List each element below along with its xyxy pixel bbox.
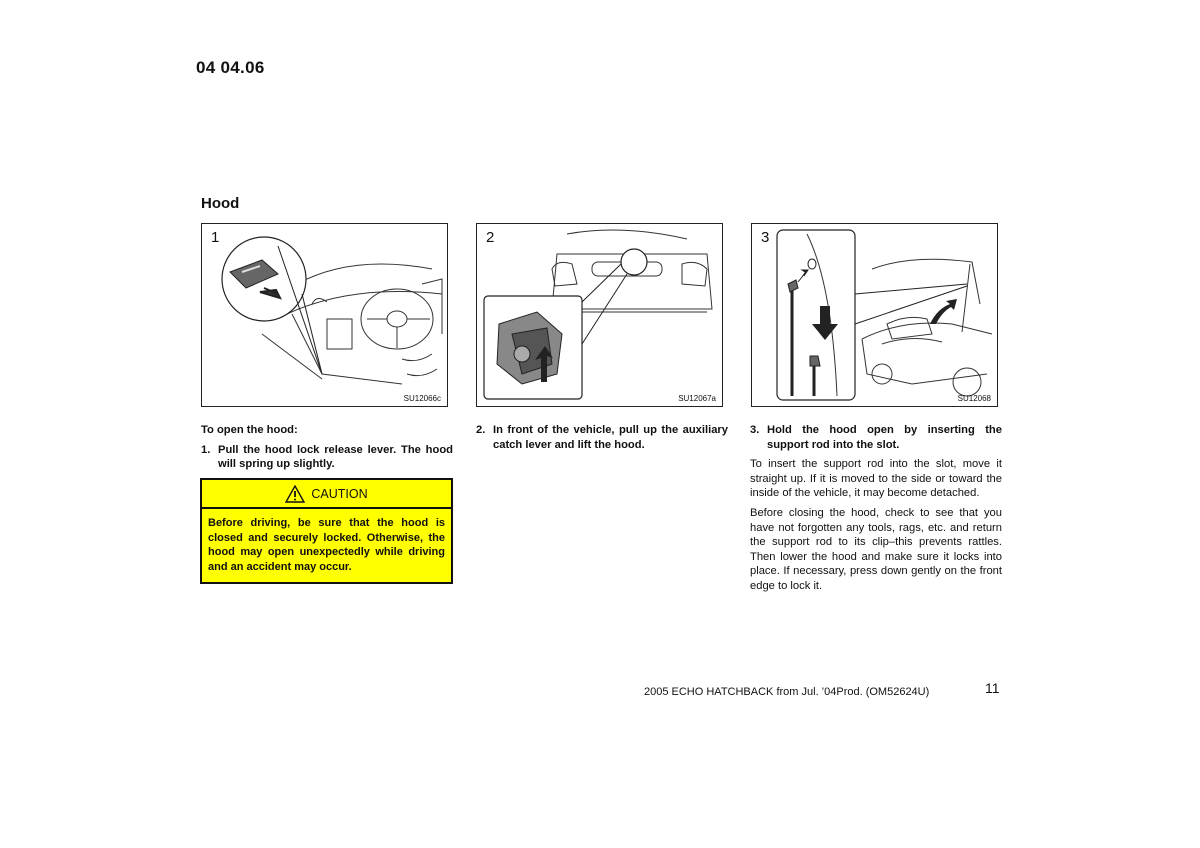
paragraph-closing-hood: Before closing the hood, check to see that you have not forgotten any tools, rags, etc. and return the support rod to its clip–this prevents rattles. Then lower the hood and make sure it locks into place. If necessary, press down gently on the front edge to lock it. [750,506,1002,592]
figure-code: SU12068 [957,394,991,403]
figure-number: 1 [211,229,220,246]
caution-header [202,480,451,509]
step-1 [201,443,453,472]
step-number: 1. [201,443,211,456]
dashboard-illustration [202,224,447,406]
figure-number: 2 [486,229,495,246]
column-1 [201,423,453,472]
figure-code: SU12066c [403,394,441,403]
caution-title: CAUTION [311,486,368,501]
footer-model-text: 2005 ECHO HATCHBACK from Jul. ’04Prod. (OM52624U) [644,686,930,698]
column-3 [750,423,1002,594]
paragraph-insert-rod: To insert the support rod into the slot, move it straight up. If it is moved to the side or toward the inside of the vehicle, it may become detached. [750,458,1002,500]
raise-hood-arrow-icon [930,299,957,324]
column-2 [476,423,728,452]
step-text: In front of the vehicle, pull up the auxiliary catch lever and lift the hood. [493,424,728,451]
figure-number: 3 [761,229,770,246]
figure-code: SU12067a [678,394,716,403]
step-number: 2. [476,424,486,436]
figure-3 [751,223,998,407]
caution-text: Before driving, be sure that the hood is closed and securely locked. Otherwise, the hood may open unexpectedly while driving and an accident may occur. [208,517,445,573]
step-text: Pull the hood lock release lever. The hood will spring up slightly. [218,443,453,471]
step-number: 3. [750,424,760,436]
warning-triangle-icon [285,485,305,503]
figure-1 [201,223,448,407]
section-title: Hood [201,195,240,212]
step-2 [476,423,728,452]
intro-text: To open the hood: [201,424,298,436]
hood-catch-illustration [477,224,722,406]
support-rod-illustration [752,224,997,406]
caution-box [200,478,453,584]
step-text: Hold the hood open by inserting the support rod into the slot. [767,424,1002,451]
page-number: 11 [985,680,1000,696]
figure-2 [476,223,723,407]
step-3 [750,423,1002,452]
document-code: 04 04.06 [196,58,265,77]
